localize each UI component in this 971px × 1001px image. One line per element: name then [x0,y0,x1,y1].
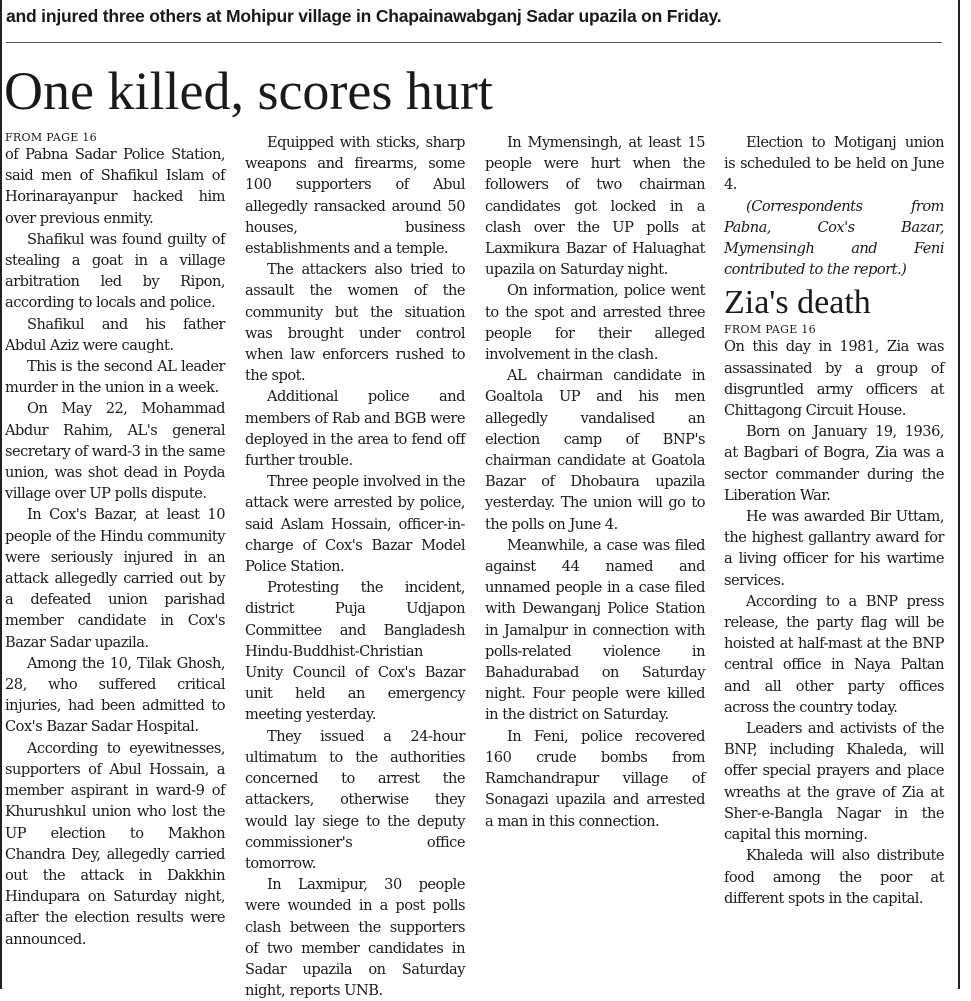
article-paragraph: In Mymensingh, at least 15 people were hurt when the followers of two chairman candidates got locked in a clash over the UP polls at Laxmikura Bazar of Haluaghat upazila on Saturday night. [485,134,705,279]
article-paragraph: Additional police and members of Rab and BGB were deployed in the area to fend off further trouble. [245,388,465,470]
article-paragraph: Protesting the incident, district Puja Udjapon Committee and Bangladesh Hindu-Buddhist-Christian Unity Council of Cox's Bazar unit held an emergency meeting yesterday. [245,579,465,724]
article-paragraph: Shafikul and his father Abdul Aziz were caught. [5,315,225,354]
previous-story-line: and injured three others at Mohipur village in Chapainawabganj Sadar upazila on Friday. [6,6,722,26]
sidebar-paragraph: According to a BNP press release, the party flag will be hoisted at half-mast at the BNP central office in Naya Paltan and all other party offices across the country today. [724,592,944,716]
article-column-4 [724,132,944,989]
sidebar-jump-kicker: FROM PAGE 16 [724,323,816,337]
article-paragraph: On information, police went to the spot and arrested three people for their alleged involvement in the clash. [485,282,705,364]
sidebar-paragraph: Khaleda will also distribute food among the poor at different spots in the capital. [724,847,944,907]
article-column-2 [245,132,465,1000]
sidebar-paragraph: On this day in 1981, Zia was assassinated by a group of disgruntled army officers at Chittagong Circuit House. [724,338,944,420]
page-left-border [0,0,2,989]
article-column-1 [5,132,225,989]
article-paragraph: In Feni, police recovered 160 crude bombs from Ramchandrapur village of Sonagazi upazila and arrested a man in this connection. [485,727,705,830]
article-credit-line: (Correspondents from Pabna, Cox's Bazar, Mymensingh and Feni contributed to the report.) [724,197,944,279]
article-headline: One killed, scores hurt [4,61,493,121]
article-paragraph: Election to Motiganj union is scheduled to be held on June 4. [724,134,944,194]
sidebar-headline: Zia's death [724,284,871,322]
sidebar-paragraph: Leaders and activists of the BNP, including Khaleda, will offer special prayers and place wreaths at the grave of Zia at Sher-e-Bangla Nagar in the capital this morning. [724,720,944,844]
article-paragraph: In Cox's Bazar, at least 10 people of the Hindu community were seriously injured in an attack allegedly carried out by a defeated union parishad member candidate in Cox's Bazar Sadar upazila. [5,506,225,651]
article-paragraph: In Laxmipur, 30 people were wounded in a post polls clash between the supporters of two member candidates in Sadar upazila on Saturday night, reports UNB. [245,876,465,1000]
sidebar-paragraph: He was awarded Bir Uttam, the highest gallantry award for a living officer for his wartime services. [724,508,944,589]
previous-story-strip [6,0,958,34]
article-paragraph: AL chairman candidate in Goaltola UP and his men allegedly vandalised an election camp of BNP's chairman candidate at Goatola Bazar of Dhobaura upazila yesterday. The union will go to the polls on June 4. [485,367,705,533]
article-paragraph: They issued a 24-hour ultimatum to the authorities concerned to arrest the attackers, otherwise they would lay siege to the deputy commissioner's office tomorrow. [245,727,465,872]
section-divider [6,42,942,43]
article-paragraph: Shafikul was found guilty of stealing a goat in a village arbitration led by Ripon, according to locals and police. [5,230,225,312]
article-paragraph: Meanwhile, a case was filed against 44 named and unnamed people in a case filed with Dewanganj Police Station in Jamalpur in connection with polls-related violence in Bahadurabad on Saturday night. Four people were killed in the district on Saturday. [485,536,705,724]
article-jump-kicker: FROM PAGE 16 [5,131,97,144]
article-paragraph: of Pabna Sadar Police Station, said men of Shafikul Islam of Horinarayanpur hacked him over previous enmity. [5,146,225,227]
article-paragraph: According to eyewitnesses, supporters of Abul Hossain, a member aspirant in ward-9 of Khurushkul union who lost the UP election to Makhon Chandra Dey, allegedly carried out the attack in Dakkhin Hindupara on Saturday night, after the election results were announced. [5,739,225,948]
article-paragraph: The attackers also tried to assault the women of the community but the situation was brought under control when law enforcers rushed to the spot. [245,261,465,385]
article-paragraph: Equipped with sticks, sharp weapons and firearms, some 100 supporters of Abul allegedly ransacked around 50 houses, business establishments and a temple. [245,134,465,258]
article-column-3 [485,132,705,989]
sidebar-paragraph: Born on January 19, 1936, at Bagbari of Bogra, Zia was a sector commander during the Liberation War. [724,423,944,504]
page-right-border [958,0,960,989]
article-paragraph: Among the 10, Tilak Ghosh, 28, who suffered critical injuries, had been admitted to Cox's Bazar Sadar Hospital. [5,654,225,736]
article-paragraph: This is the second AL leader murder in the union in a week. [5,358,225,397]
article-paragraph: Three people involved in the attack were arrested by police, said Aslam Hossain, officer-in-charge of Cox's Bazar Model Police Station. [245,473,465,576]
article-paragraph: On May 22, Mohammad Abdur Rahim, AL's general secretary of ward-3 in the same union, was shot dead in Poyda village over UP polls dispute. [5,400,225,503]
